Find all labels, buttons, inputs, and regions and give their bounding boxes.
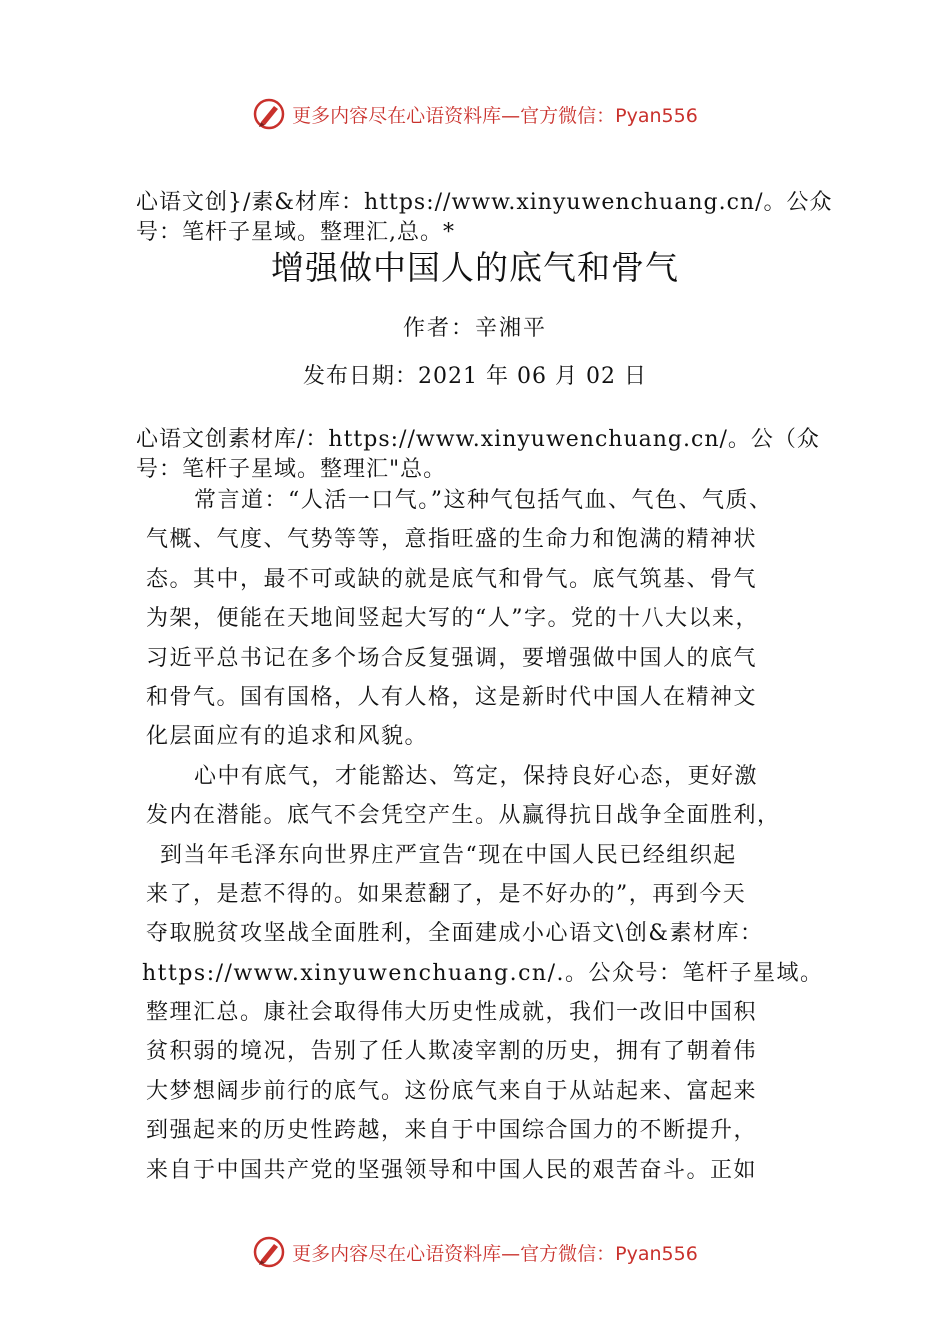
- body-line: 气概、气度、气势等等，意指旺盛的生命力和饱满的精神状: [146, 527, 758, 553]
- body-line: 心中有底气，才能豁达、笃定，保持良好心态，更好激: [194, 763, 759, 789]
- footer-banner: [0, 1232, 950, 1272]
- body-line: 习近平总书记在多个场合反复强调，要增强做中国人的底气: [146, 645, 758, 671]
- body-line: 到当年毛泽东向世界庄严宣告“现在中国人民已经组织起: [160, 842, 737, 868]
- article-title: 增强做中国人的底气和骨气: [271, 248, 679, 287]
- source-note-line: 号：笔杆子星域。整理汇,总。*: [136, 220, 455, 245]
- pen-logo-icon: [252, 1235, 286, 1269]
- source-note-line: 心语文创素材库/：https://www.xinyuwenchuang.cn/。公（众: [136, 427, 820, 452]
- body-line: 来自于中国共产党的坚强领导和中国人民的艰苦奋斗。正如: [146, 1157, 758, 1183]
- source-note-line: 号：笔杆子星域。整理汇"总。: [136, 457, 447, 482]
- body-line: 化层面应有的追求和风貌。: [146, 724, 429, 750]
- body-line: 来了，是惹不得的。如果惹翻了，是不好办的”，再到今天: [146, 881, 747, 907]
- body-line: 态。其中，最不可或缺的就是底气和骨气。底气筑基、骨气: [146, 566, 758, 592]
- body-line: 大梦想阔步前行的底气。这份底气来自于从站起来、富起来: [146, 1078, 758, 1104]
- body-line: 发内在潜能。底气不会凭空产生。从赢得抗日战争全面胜利，: [146, 803, 781, 829]
- body-line: 贫积弱的境况，告别了任人欺凌宰割的历史，拥有了朝着伟: [146, 1039, 758, 1065]
- pen-logo-icon: [252, 97, 286, 131]
- article-author: 作者：辛湘平: [402, 316, 547, 341]
- body-line: 和骨气。国有国格，人有人格，这是新时代中国人在精神文: [146, 684, 758, 710]
- banner-text: 更多内容尽在心语资料库—官方微信：Pyan556: [292, 1242, 698, 1265]
- body-line: 到强起来的历史性跨越，来自于中国综合国力的不断提升，: [146, 1118, 758, 1144]
- body-line: 为架，便能在天地间竖起大写的“人”字。党的十八大以来，: [146, 606, 759, 632]
- source-note-middle: [136, 425, 836, 485]
- body-line: https://www.xinyuwenchuang.cn/.。公众号：笔杆子星域。: [142, 960, 824, 986]
- header-banner: [0, 94, 950, 134]
- source-note-top: [136, 188, 836, 248]
- body-line: 整理汇总。康社会取得伟大历史性成就，我们一改旧中国积: [146, 1000, 758, 1026]
- banner-wechat-id: Pyan556: [615, 104, 698, 127]
- body-line: 常言道：“人活一口气。”这种气包括气血、气色、气质、: [194, 488, 773, 513]
- article-body: [142, 481, 826, 1190]
- banner-wechat-id: Pyan556: [615, 1242, 698, 1265]
- source-note-line: 心语文创}/素&材库：https://www.xinyuwenchuang.cn/。公众: [136, 190, 833, 215]
- body-line: 夺取脱贫攻坚战全面胜利，全面建成小心语文\创&素材库：: [146, 921, 764, 947]
- banner-text: 更多内容尽在心语资料库—官方微信：Pyan556: [292, 104, 698, 127]
- article-date: 发布日期：2021 年 06 月 02 日: [303, 364, 647, 389]
